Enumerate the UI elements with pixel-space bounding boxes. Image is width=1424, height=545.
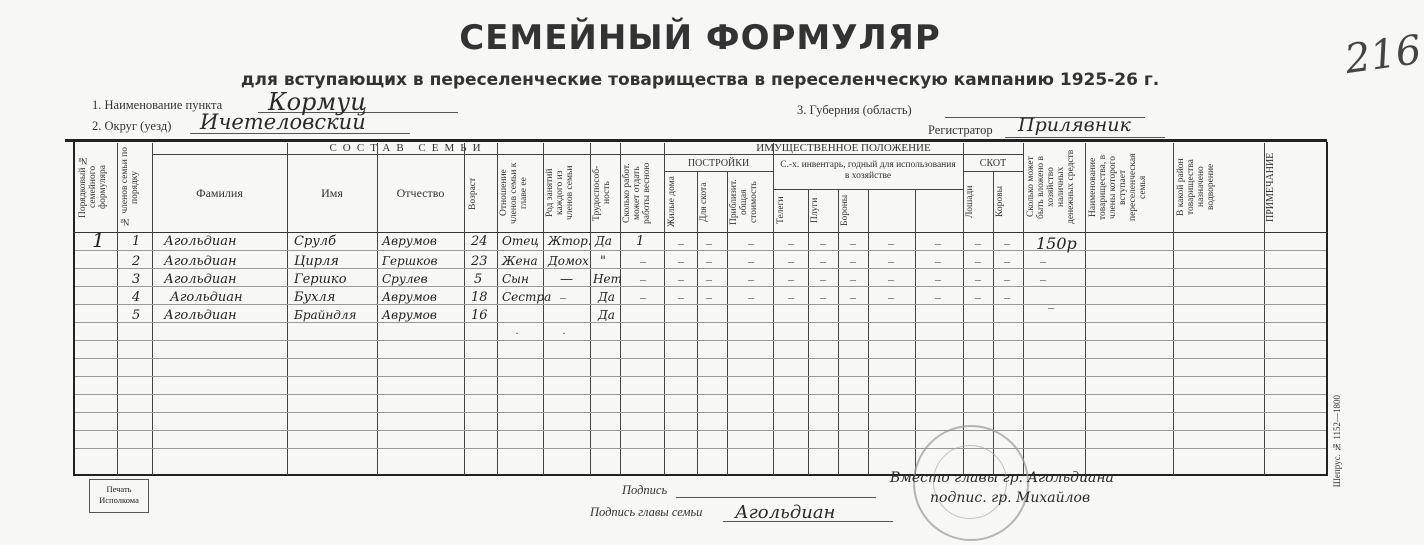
row3-patronymic: Срулев [382,272,428,286]
dash: – [888,254,894,268]
row1-no: 1 [132,234,141,249]
row2-surname: Агольдиан [164,254,237,269]
col-age: Возраст [468,177,478,211]
page-number: 216 [1342,26,1424,84]
dash: – [560,290,566,304]
okrug-label: 2. Округ (уезд) [92,119,172,133]
row3-ability: Нет [593,272,622,286]
signature-label: Подпись [622,483,668,497]
col-surname: Фамилия [196,186,243,200]
footer-note-line2: подпис. гр. Михайлов [930,490,1091,506]
row3-occupation: — [560,272,573,287]
printer-note: Шепрус. № 1152—1800 [1332,395,1342,488]
dash: – [748,290,754,304]
dash: – [850,272,856,286]
dash: – [788,272,794,286]
col-harrows: Бороны [840,194,850,226]
row1-relation: Отец [502,234,539,248]
col-relation: Отношение членов семьи к главе ее [499,162,529,224]
row4-name: Бухля [294,290,336,305]
dash: – [706,272,712,286]
row1-occupation: Жтор. [548,234,592,248]
form-title: СЕМЕЙНЫЙ ФОРМУЛЯР [459,18,941,58]
dash: – [678,272,684,286]
row1-ability: Да [595,234,612,248]
row4-surname: Агольдиан [170,290,243,305]
dash: – [935,272,941,286]
row2-relation: Жена [502,254,538,268]
col-occupation: Род занятий каждого из членов семьи [545,165,575,221]
table-right-border [1326,142,1328,475]
dash: – [975,290,981,304]
row1-workdays: 1 [636,234,645,249]
col-patronymic: Отчество [396,186,445,200]
row2-occupation: Домох [548,254,589,268]
row4-ability: Да [598,290,615,304]
row2-ability: " [600,254,606,269]
dash: – [888,236,894,250]
col-partnership: Наименование товарищества, в члены которого вступает переселенческая семья [1088,153,1148,221]
dash: – [1004,290,1010,304]
dash: – [1004,272,1010,286]
footer-note-line1: Вместо главы гр. Агольдиана [890,470,1114,486]
row5-name: Брайндля [294,308,357,322]
row1-money: 150р [1036,234,1077,253]
col-carts: Телеги [776,196,786,224]
stamp-box-label: Печать Исполкома [99,484,139,505]
table-header-divider [73,232,1328,233]
executive-committee-stamp-box [89,479,149,513]
registrator-line [1005,137,1165,138]
row5-ability: Да [598,308,615,322]
dash: · [562,326,566,340]
row2-name: Цирля [294,254,339,269]
guberniya-label: 3. Губерния (область) [797,103,912,117]
registrator-value: Прилявник [1018,114,1131,136]
header-family: СОСТАВ СЕМЬИ [329,142,487,154]
col-cows: Коровы [995,186,1005,218]
col-district: В какой район товарищества назначено водворение [1176,158,1216,216]
row4-age: 18 [471,290,488,305]
col-total-cost: Приблизит. общая стоимость [729,179,759,225]
okrug-value: Ичетеловский [200,110,366,134]
head-signature-label: Подпись главы семьи [590,505,703,519]
dash: – [820,290,826,304]
col-ability: Трудоспособ-ность [592,165,612,221]
dash: – [788,290,794,304]
row3-name: Гершко [294,272,347,287]
dash: – [1040,254,1046,268]
dash: – [820,272,826,286]
row5-no: 5 [132,308,141,323]
col-horses: Лошади [965,185,975,219]
dash: · [515,326,519,340]
dash: – [678,236,684,250]
dash: – [1040,272,1046,286]
registrator-label: Регистратор [928,123,993,137]
table-bottom-border [73,474,1328,476]
dash: – [706,290,712,304]
col-workdays: Сколько работ. может отдать работы весною [622,162,652,224]
row4-no: 4 [132,290,141,305]
dash: – [706,254,712,268]
dash: – [788,254,794,268]
row3-relation: Сын [502,272,529,286]
dash: – [748,254,754,268]
row3-no: 3 [132,272,141,287]
dash: – [706,236,712,250]
dash: – [888,272,894,286]
row1-surname: Агольдиан [164,234,237,249]
col-name: Имя [321,186,343,200]
header-property: ИМУЩЕСТВЕННОЕ ПОЛОЖЕНИЕ [756,142,931,154]
dash: – [850,290,856,304]
dash: – [935,236,941,250]
dash: – [820,254,826,268]
row2-age: 23 [471,254,488,269]
dash: – [935,254,941,268]
dash: – [850,254,856,268]
punkt-value: Кормуц [268,88,367,116]
dash: – [640,290,646,304]
dash: – [678,254,684,268]
dash: – [850,236,856,250]
row3-age: 5 [474,272,483,287]
punkt-label: 1. Наименование пункта [92,98,223,112]
form-subtitle: для вступающих в переселенческие товарищества в переселенческую кампанию 1925-26 г. [240,70,1160,90]
dash: – [1004,236,1010,250]
row1-age: 24 [471,234,488,249]
row1-patronymic: Аврумов [382,234,437,248]
header-livestock: СКОТ [979,158,1007,169]
dash: – [975,272,981,286]
col-notes: ПРИМЕЧАНИЕ [1265,152,1276,222]
header-inventory: С.-х. инвентарь, годный для использования в хозяйстве [780,160,956,181]
dash: – [888,290,894,304]
row4-relation: Сестра [502,290,552,304]
row3-surname: Агольдиан [164,272,237,287]
dash: – [1048,300,1054,314]
header-buildings: ПОСТРОЙКИ [687,158,750,169]
row2-no: 2 [132,254,141,269]
dash: – [678,290,684,304]
dash: – [748,272,754,286]
row5-surname: Агольдиан [164,308,237,323]
row1-name: Срулб [294,234,337,249]
col-money: Сколько может быть вложено в хозяйство наличных денежных средств [1026,149,1076,225]
signature-line [676,497,876,498]
dash: – [788,236,794,250]
row1-ordinal: 1 [92,228,105,252]
dash: – [640,254,646,268]
dash: – [1004,254,1010,268]
row5-patronymic: Аврумов [382,308,437,322]
row4-patronymic: Аврумов [382,290,437,304]
table-left-border [73,142,75,475]
col-houses: Жилые дома [667,176,677,228]
dash: – [820,236,826,250]
dash: – [640,272,646,286]
col-ploughs: Плуги [810,197,820,223]
col-cattle-sheds: Для скота [699,182,709,222]
dash: – [748,236,754,250]
dash: – [975,254,981,268]
col-ordinal: Порядковый № семейного формуляра [78,155,108,219]
head-signature-value: Агольдиан [735,502,836,523]
dash: – [975,236,981,250]
col-member-no: № членов семьи по порядку [120,147,140,227]
row5-age: 16 [471,308,488,323]
row2-patronymic: Гершков [382,254,438,268]
dash: – [935,290,941,304]
